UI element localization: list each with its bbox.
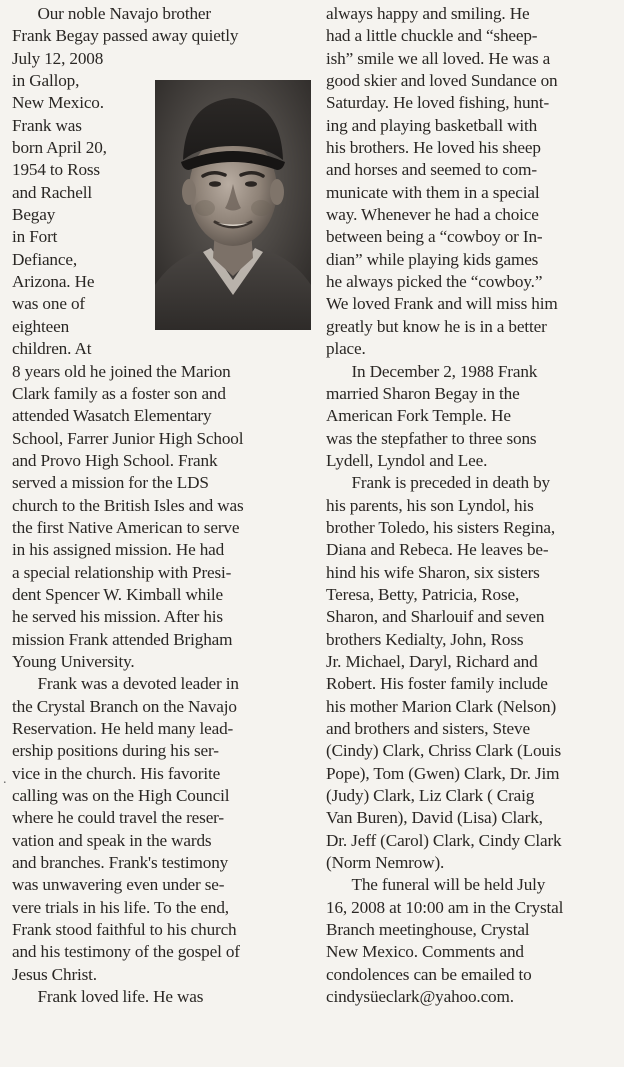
right-column-text-line: Saturday. He loved fishing, hunt- [326,93,550,113]
right-column-text-line: Van Buren), David (Lisa) Clark, [326,808,543,828]
right-column-text-line: his brothers. He loved his sheep [326,138,541,158]
right-column-text-line: Frank is preceded in death by [326,473,550,493]
left-column-text-line: dent Spencer W. Kimball while [12,584,223,604]
right-column-text-line: his mother Marion Clark (Nelson) [326,696,557,716]
left-column-text-line: mission Frank attended Brigham [12,629,233,649]
left-column-text-line: July 12, 2008 [12,48,104,68]
right-column-text-line: ish” smile we all loved. He was a [326,48,551,68]
left-column-text-line: a special relationship with Presi- [12,562,232,582]
left-column-text-line: and branches. Frank's testimony [12,853,229,873]
left-column-text-line: Defiance, [12,249,77,269]
right-column-text-line: always happy and smiling. He [326,4,530,23]
portrait-photo [155,80,311,330]
right-column-text-line: (Norm Nemrow). [326,853,445,873]
right-column-text-line: Branch meetinghouse, Crystal [326,920,530,940]
right-column-text-line: married Sharon Begay in the [326,383,520,403]
left-column-text-line: 8 years old he joined the Marion [12,361,231,381]
left-column-text-line: the Crystal Branch on the Navajo [12,696,237,716]
left-column-text-line: Begay [12,205,56,225]
left-column-text-line: Frank stood faithful to his church [12,920,237,940]
left-column-text-line: New Mexico. [12,93,104,113]
right-column-text-line: he always picked the “cowboy.” [326,272,543,292]
left-column-text-line: Arizona. He [12,272,95,292]
left-column-text-line: School, Farrer Junior High School [12,428,244,448]
left-column-text-line: in Fort [12,227,58,247]
left-column-text-line: and Provo High School. Frank [12,450,218,470]
right-column-text-line: Teresa, Betty, Patricia, Rose, [326,584,520,604]
right-column-text-line: (Cindy) Clark, Chriss Clark (Louis [326,741,562,761]
left-column-text-line: he served his mission. After his [12,607,223,627]
right-column-text-line: hind his wife Sharon, six sisters [326,562,540,582]
right-column-text-line: New Mexico. Comments and [326,942,524,962]
right-column-text-line: was the stepfather to three sons [326,428,537,448]
right-column-text-line: had a little chuckle and “sheep- [326,26,538,46]
right-column-text-line: between being a “cowboy or In- [326,227,543,247]
left-column-text-line: Frank was a devoted leader in [12,674,239,694]
left-column-text-line: where he could travel the reser- [12,808,224,828]
left-column-text-line: Young University. [12,651,135,671]
right-column-text-line: We loved Frank and will miss him [326,294,558,314]
left-column-text-line: attended Wasatch Elementary [12,406,212,426]
left-column-text-line: vice in the church. His favorite [12,763,221,783]
right-column [326,3,622,1008]
right-column-text-line: 16, 2008 at 10:00 am in the Crystal [326,897,564,917]
left-column-text-line: vere trials in his life. To the end, [12,897,229,917]
left-column-text-line: Frank Begay passed away quietly [12,26,239,46]
left-column-text-line: and Rachell [12,182,92,202]
right-column-text-line: condolences can be emailed to [326,964,532,984]
right-column-text-line: brothers Kedialty, John, Ross [326,629,524,649]
right-column-text-line: way. Whenever he had a choice [326,205,539,225]
right-column-text-line: Robert. His foster family include [326,674,548,694]
right-column-text-line: In December 2, 1988 Frank [326,361,538,381]
left-column-text-line: born April 20, [12,138,107,158]
left-column-text-line: in Gallop, [12,71,80,91]
left-column-text-line: Reservation. He held many lead- [12,719,234,738]
right-column-text-line: Jr. Michael, Daryl, Richard and [326,651,538,671]
left-column-text-line: 1954 to Ross [12,160,100,180]
right-column-text-line: American Fork Temple. He [326,406,511,426]
left-column-text-line: eighteen [12,316,70,336]
right-column-text-line: Lydell, Lyndol and Lee. [326,450,488,470]
left-column-text-line: Clark family as a foster son and [12,383,226,403]
left-column-text-line: church to the British Isles and was [12,495,244,515]
left-column-text-line: Frank was [12,115,82,135]
right-column-text-line: (Judy) Clark, Liz Clark ( Craig [326,786,535,806]
right-column-text-line: dian” while playing kids games [326,249,539,269]
left-column-text-line: Our noble Navajo brother [12,4,211,23]
left-column-text-line: Jesus Christ. [12,964,97,984]
left-column-text-line: and his testimony of the gospel of [12,942,240,962]
right-column-text-line: Pope), Tom (Gwen) Clark, Dr. Jim [326,763,560,783]
left-column-text-line: ership positions during his ser- [12,741,219,761]
left-column-text-line: was one of [12,294,85,314]
right-column-text-line: and brothers and sisters, Steve [326,719,530,738]
left-column-text-line: in his assigned mission. He had [12,540,225,560]
right-column-text-line: cindysüeclark@yahoo.com. [326,987,514,1007]
left-column-text-line: served a mission for the LDS [12,473,209,493]
right-column-text-line: ing and playing basketball with [326,115,538,135]
right-column-text-line: The funeral will be held July [326,875,546,895]
right-column-text-line: his parents, his son Lyndol, his [326,495,534,515]
right-column-text-line: good skier and loved Sundance on [326,71,558,91]
right-column-text-line: place. [326,339,366,359]
left-column-text-line: the first Native American to serve [12,517,240,537]
left-column-text-line: vation and speak in the wards [12,830,212,850]
left-column-text-line: was unwavering even under se- [12,875,225,895]
left-column-text-line: children. At [12,339,92,359]
right-column-text-line: Diana and Rebeca. He leaves be- [326,540,549,560]
left-column-text-line: Frank loved life. He was [12,987,204,1007]
right-column-text-line: municate with them in a special [326,182,540,202]
right-column-text-line: brother Toledo, his sisters Regina, [326,517,556,537]
right-column-text-line: greatly but know he is in a better [326,316,547,336]
right-column-text-line: Dr. Jeff (Carol) Clark, Cindy Clark [326,830,562,850]
right-column-text-line: and horses and seemed to com- [326,160,537,180]
right-column-text-line: Sharon, and Sharlouif and seven [326,607,545,627]
portrait-photo-icon [155,80,311,330]
left-column-text-line: calling was on the High Council [12,786,230,806]
stray-print-mark: . [3,772,7,787]
